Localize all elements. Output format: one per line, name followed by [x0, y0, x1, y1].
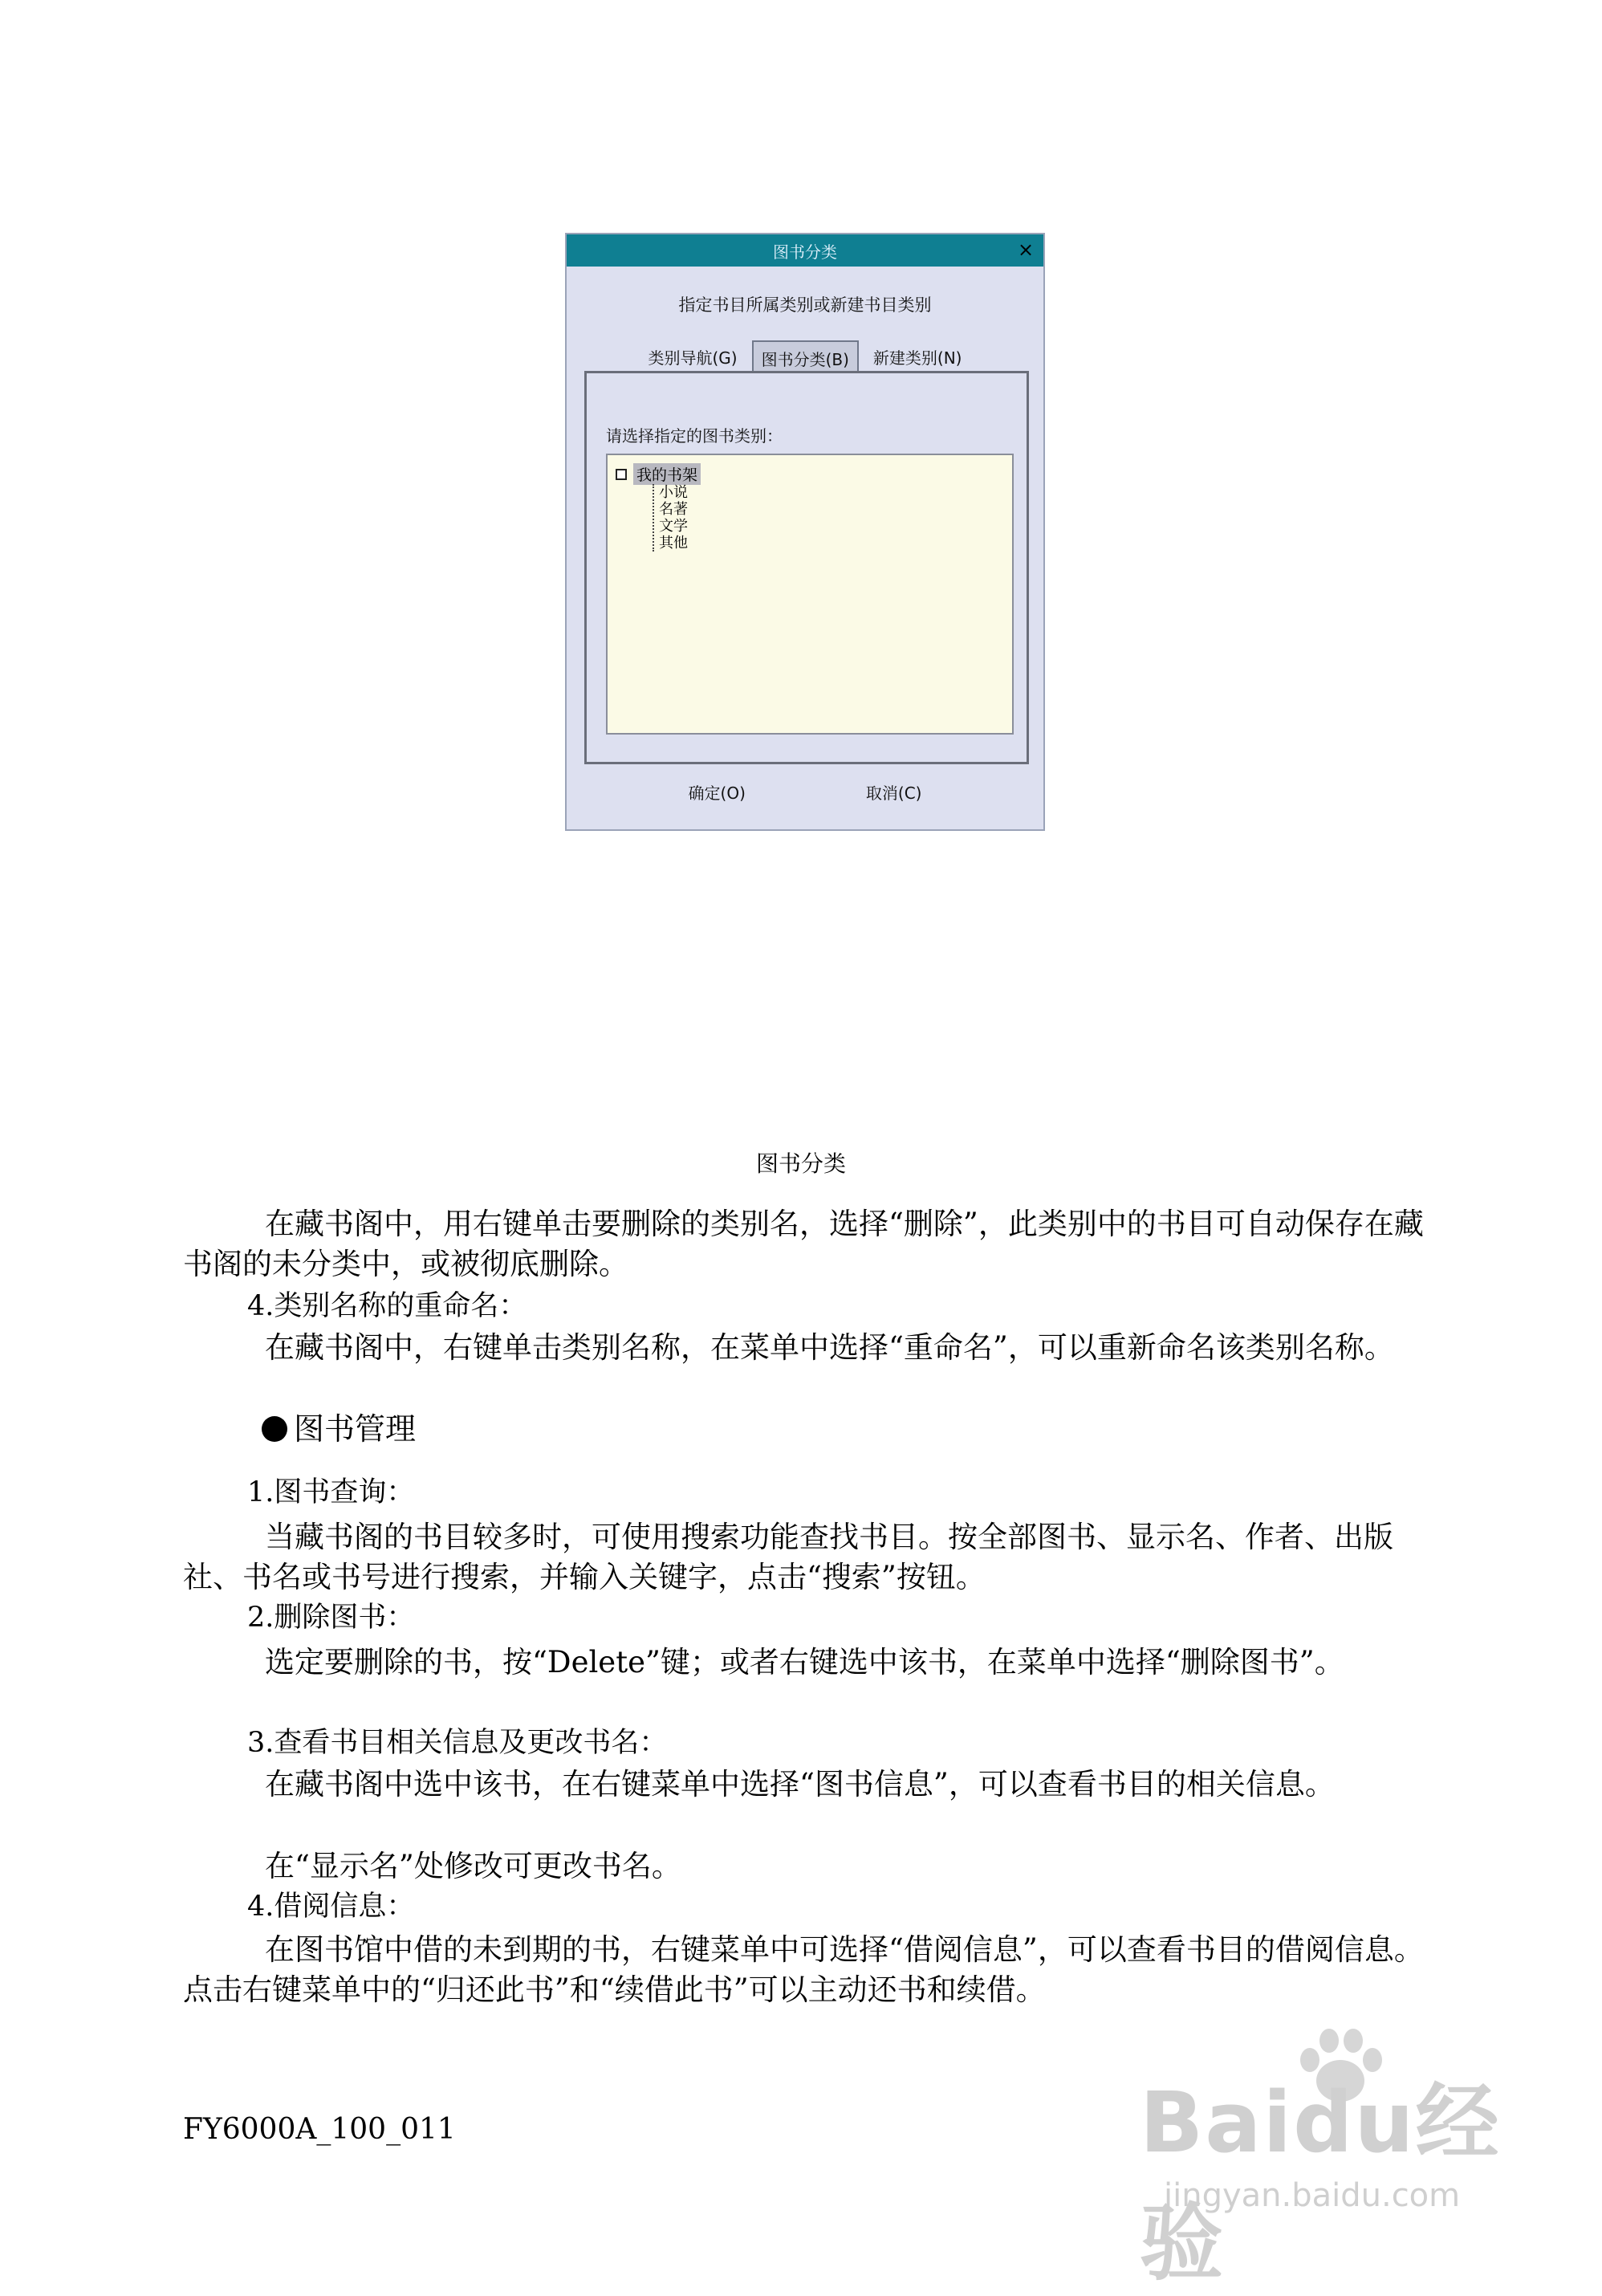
- tree-item[interactable]: 其他: [659, 535, 688, 552]
- dialog-titlebar: [567, 234, 1043, 267]
- section-heading: [262, 1410, 416, 1448]
- tab-new-category[interactable]: 新建类别(N): [872, 348, 962, 368]
- watermark-brand: Baidu经验: [1140, 2074, 1501, 2292]
- tree-item[interactable]: 文学: [659, 518, 688, 535]
- tab-book-category[interactable]: 图书分类(B): [752, 340, 859, 371]
- dialog-instruction: 指定书目所属类别或新建书目类别: [678, 295, 932, 315]
- baidu-watermark: [1140, 2023, 1525, 2292]
- cancel-button[interactable]: 取消(C): [865, 784, 922, 803]
- paragraph: 选定要删除的书，按“Delete”键；或者右键选中该书，在菜单中选择“删除图书”。: [265, 1645, 1344, 1679]
- tree-root-label[interactable]: 我的书架: [633, 463, 701, 485]
- subheading: 3.查看书目相关信息及更改书名：: [247, 1727, 668, 1759]
- paragraph: 在藏书阁中，用右键单击要删除的类别名，选择“删除”，此类别中的书目可自动保存在藏书阁的未分类中，或被彻底删除。: [183, 1207, 1424, 1281]
- paragraph: 在“显示名”处修改可更改书名。: [265, 1849, 681, 1883]
- paragraph: 在藏书阁中选中该书，在右键菜单中选择“图书信息”，可以查看书目的相关信息。: [265, 1767, 1335, 1801]
- category-tree[interactable]: [606, 454, 1014, 735]
- subheading: 4.类别名称的重命名：: [247, 1290, 527, 1322]
- panel-label: 请选择指定的图书类别：: [606, 426, 783, 446]
- ok-button[interactable]: 确定(O): [688, 784, 746, 803]
- figure-caption: 图书分类: [755, 1150, 846, 1177]
- tree-root[interactable]: [616, 463, 701, 485]
- tree-item[interactable]: 名著: [659, 501, 688, 518]
- bullet-icon: [262, 1416, 287, 1442]
- paragraph: 在藏书阁中，右键单击类别名称，在菜单中选择“重命名”，可以重新命名该类别名称。: [265, 1330, 1394, 1365]
- dialog-title: 图书分类: [773, 242, 837, 262]
- subheading: 1.图书查询：: [247, 1476, 415, 1508]
- dialog-buttons: [567, 780, 1043, 804]
- paragraph: 在图书馆中借的未到期的书，右键菜单中可选择“借阅信息”，可以查看书目的借阅信息。点击右键菜单中的“归还此书”和“续借此书”可以主动还书和续借。: [183, 1932, 1424, 2007]
- subheading: 4.借阅信息：: [247, 1891, 415, 1923]
- checkbox-icon[interactable]: [616, 469, 627, 480]
- tree-item[interactable]: 小说: [659, 484, 688, 501]
- book-category-dialog: [565, 233, 1045, 831]
- section-title: 图书管理: [294, 1411, 417, 1447]
- tab-category-nav[interactable]: 类别导航(G): [648, 348, 738, 368]
- dialog-tabs: [579, 340, 1031, 371]
- watermark-url: jingyan.baidu.com: [1164, 2177, 1461, 2214]
- subheading: 2.删除图书：: [247, 1602, 415, 1634]
- paragraph: 当藏书阁的书目较多时，可使用搜索功能查找书目。按全部图书、显示名、作者、出版社、书名或书号进行搜索，并输入关键字，点击“搜索”按钮。: [183, 1520, 1393, 1594]
- close-icon[interactable]: ×: [1017, 238, 1035, 261]
- tree-children: [653, 484, 688, 552]
- tab-panel: [584, 371, 1029, 764]
- document-footer: FY6000A_100_011: [183, 2113, 456, 2146]
